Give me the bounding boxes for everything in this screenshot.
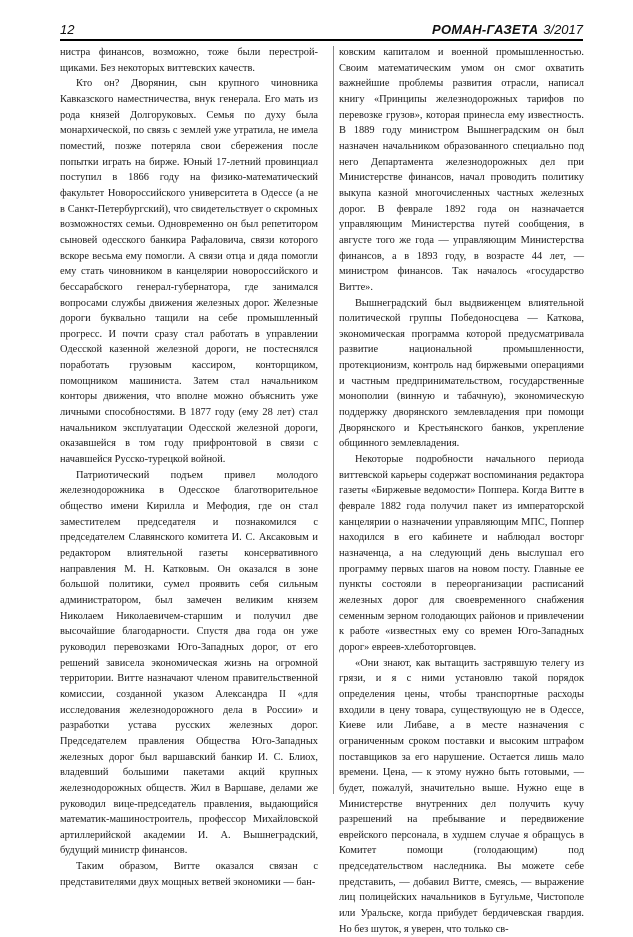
paragraph: нистра финансов, возможно, тоже были перестрой-щиками. Без некоторых виттевских качеств. bbox=[60, 47, 318, 74]
paragraph: Вышнеградский был выдвиженцем влиятельной политической группы Победоносцева — Каткова, экономическая программа которой предусматривала развитие национальной промышленности, протекционизм, контроль над биржевыми операциями и частным предпринимательством, государственные монополии (винную и табачную), экономическую поддержку дворянского землевладения при помощи Дворянского и Крестьянского банков, укрепление общинного землевладения. bbox=[339, 297, 584, 450]
publication-title: РОМАН-ГАЗЕТА bbox=[432, 22, 539, 37]
paragraph: Патриотический подъем привел молодого железнодорожника в Одесское благотворительное общество имени Кирилла и Мефодия, где он стал заместителем председателя и познакомился с председателем Славянского комитета И. С. Аксаковым и редактором влиятельной газеты консервативного направления М. Н. Катковым. Он оказался в зоне большой политики, сумел проявить себя сильным администратором, был замечен великим князем Николаем Николаевичем-старшим и получил две высочайшие благодарности. Спустя два года он уже руководил перевозками Юго-Западных дорог, от его решений зависела экономическая жизнь на огромной территории. Витте назначают членом правительственной комиссии, созданной указом Александра II «для исследования железнодорожного дела в России» и разработки устава русских железных дорог. Председателем правления Общества Юго-Западных железных дорог был варшавский банкир И. С. Блиох, владевший большими пакетами акций крупных железнодорожных обществ. Жил в Варшаве, делами же руководил вице-председатель правления, выдающийся математик-машиностроитель, профессор Михайловской артиллерийской академии И. А. Вышнеградский, будущий министр финансов. bbox=[60, 469, 318, 857]
column-divider bbox=[333, 46, 334, 794]
paragraph: «Они знают, как вытащить застрявшую телегу из грязи, и я с ними установлю такой порядок определения цены, чтобы транспортные расходы входили в цену товара, существующую не в Одессе, Киеве или Либаве, а в месте назначения с ограниченным сроком поставки и высоким штрафом поставщиков за его нарушение. Остается лишь мало времени. Цена, — к этому нужно быть готовыми, — будет, пожалуй, значительно выше. Нужно еще в Министерстве внутренних дел получить кучу разрешений на пребывание и передвижение еврейского персонала, в худшем случае я обращусь в Комитет помощи (голодающим) под председательством наследника. Вы можете себе представить, — добавил Витте, смеясь, — выражение лиц полицейских начальников в Бугульме, Чистополе или Уральске, когда прибудет бердичевская гвардия. Но без шуток, я уверен, что только св- bbox=[339, 657, 584, 935]
left-column bbox=[60, 45, 318, 888]
page-number: 12 bbox=[60, 22, 75, 37]
issue-number: 3/2017 bbox=[543, 22, 583, 37]
paragraph: ковским капиталом и военной промышленностью. Своим математическим умом он смог охватить важнейшие проблемы развития отрасли, написал книгу «Принципы железнодорожных тарифов по перевозке грузов», которая принесла ему известность. В 1889 году министром Вышнеградским он был назначен начальником образованного специально под него Департамента железнодорожных дел при Министерстве финансов, начал проводить политику выкупа казной многочисленных частных железных дорог. В феврале 1892 года он назначается управляющим Министерства путей сообщения, в августе того же года — управляющим Министерства финансов, а в 1893 году, в возрасте 44 лет, — министром финансов. Так началось «государство Витте». bbox=[339, 47, 584, 293]
header-rule bbox=[60, 39, 583, 41]
paragraph: Таким образом, Витте оказался связан с представителями двух мощных ветвей экономики — бан- bbox=[60, 861, 318, 888]
page-header bbox=[60, 22, 583, 38]
paragraph: Кто он? Дворянин, сын крупного чиновника Кавказского наместничества, внук генерала. Его мать из рода князей Долгоруковых. Семья по духу была монархической, по связь с землей уже утратила, не имела поместий, позже потеряла свои сбережения после попытки играть на бирже. Юный 17-летний провинциал поступил в 1866 году на физико-математический факультет Новороссийского университета в Одессе (а не в Санкт-Петербургский), что свидетельствует о скромных возможностях семьи. Одновременно он был репетитором сыновей одесского банкира Рафаловича, связи которого вскоре весьма ему помогли. А связи отца и дяда помогли ему стать чиновником в канцелярии новороссийского и бессарабского генерал-губернатора, где занимался вопросами службы движения железных дорог. Железные дороги буквально тащили на себе промышленный прогресс. И почти сразу стал работать в управлении Одесской казенной железной дороги, не постеснялся поработать грузовым кассиром, конторщиком, помощником машиниста. Затем стал начальником конторы движения, что вполне можно объяснить уже личными способностями. В 1877 году (ему 28 лет) стал начальником эксплуатации Одесской железной дороги, оказавшейся в том году прифронтовой в связи с начавшейся Русско-турецкой войной. bbox=[60, 78, 318, 466]
paragraph: Некоторые подробности начального периода виттевской карьеры содержат воспоминания редактора газеты «Биржевые ведомости» Поппера. Когда Витте в феврале 1882 года получил пакет из императорской канцелярии о назначении управляющим МПС, Поппер находился в его кабинете и наблюдал восторг назначенца, а на следующий день выслушал его программу первых шагов на новом посту. Главные ее пункты состояли в переорганизации расписаний железных дорог для своевременного снабжения семенным зерном голодающих районов и привлечении к работе «известных ему со времен Юго-Западных дорог» евреев-хлеботорговцев. bbox=[339, 454, 584, 653]
right-column bbox=[339, 45, 584, 935]
